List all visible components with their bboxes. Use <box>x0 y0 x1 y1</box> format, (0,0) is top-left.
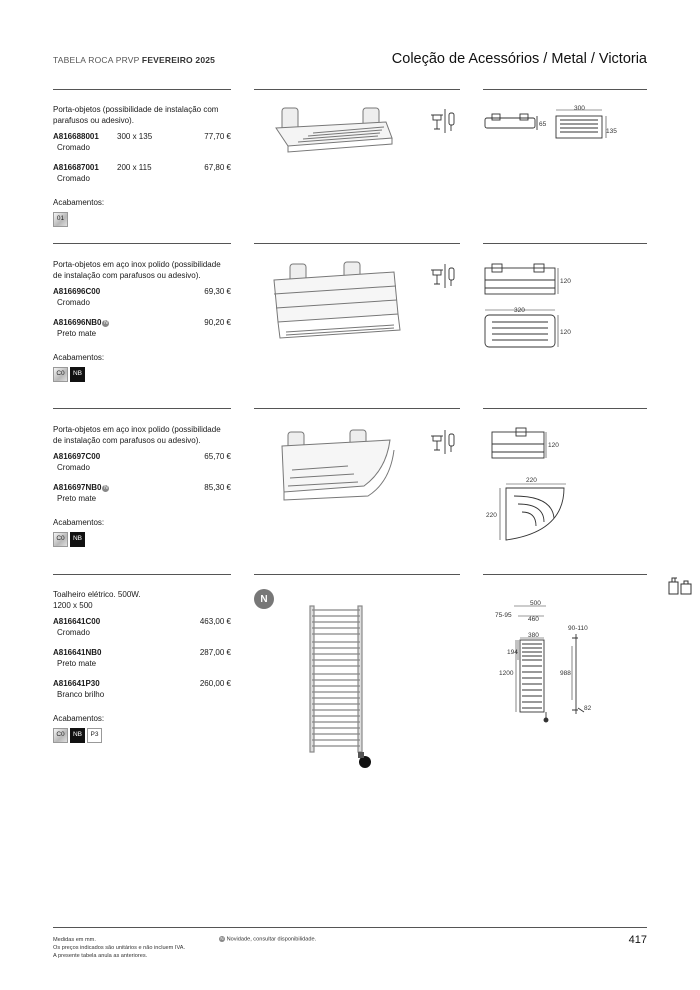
product-finish: Cromado <box>57 142 90 152</box>
finishes-label: Acabamentos: <box>53 353 105 362</box>
product-price: 69,30 € <box>204 287 231 296</box>
footer-note-2: Os preços indicados são unitários e não incluem IVA. <box>53 945 186 951</box>
swatch-c0: C0 <box>53 532 68 547</box>
mounting-options-icon <box>428 262 462 290</box>
divider <box>53 408 231 409</box>
new-marker-icon: N <box>220 936 224 941</box>
dim-label: 194 <box>507 649 518 656</box>
dim-label: 320 <box>514 307 525 314</box>
divider <box>483 408 647 409</box>
product-price: 67,80 € <box>204 163 231 172</box>
product-price: 463,00 € <box>199 617 231 626</box>
finishes-label: Acabamentos: <box>53 518 105 527</box>
product-row <box>53 617 231 628</box>
product-dims: 300 x 135 <box>117 132 153 141</box>
dim-label: 220 <box>486 512 497 519</box>
product-row <box>53 318 231 329</box>
product-dims: 200 x 115 <box>117 163 152 172</box>
product-code: A816696C00 <box>53 287 101 296</box>
product-code: A816688001 <box>53 132 99 141</box>
product-price: 77,70 € <box>204 132 231 141</box>
finish-swatches <box>53 212 231 227</box>
dim-label: 460 <box>528 616 539 623</box>
dim-label: 135 <box>606 128 617 135</box>
swatch-nb: NB <box>70 728 85 743</box>
dim-label: 300 <box>574 105 585 112</box>
product-finish: Cromado <box>57 173 90 183</box>
divider <box>254 89 460 90</box>
divider <box>254 574 460 575</box>
product-row <box>53 287 231 298</box>
product-price: 260,00 € <box>199 679 231 688</box>
finish-swatches <box>53 367 231 382</box>
divider <box>254 408 460 409</box>
product-section-1 <box>53 105 231 227</box>
product-section-3 <box>53 425 231 547</box>
divider <box>53 89 231 90</box>
technical-drawing-3 <box>480 422 590 550</box>
header-prefix: TABELA ROCA PRVP <box>53 55 140 65</box>
finish-swatches <box>53 532 231 547</box>
dim-label: 220 <box>526 477 537 484</box>
dim-label: 1200 <box>499 670 514 677</box>
product-finish: Preto mate <box>57 493 97 503</box>
product-section-2 <box>53 260 231 382</box>
product-code: A816697NB0 <box>53 483 102 492</box>
divider <box>53 574 231 575</box>
product-finish: Cromado <box>57 297 90 307</box>
page-number: 417 <box>628 934 647 946</box>
product-description: Porta-objetos em aço inox polido (possibilidade de instalação com parafusos ou adesivo). <box>53 260 221 280</box>
swatch-nb: NB <box>70 532 85 547</box>
product-code: A816696NB0 <box>53 318 102 327</box>
dim-label: 90-110 <box>568 625 588 632</box>
footer-divider <box>53 927 647 928</box>
product-price: 65,70 € <box>204 452 231 461</box>
divider <box>483 574 647 575</box>
product-finish: Preto mate <box>57 658 97 668</box>
header-edition <box>53 55 215 65</box>
product-code: A816687001 <box>53 163 99 172</box>
technical-drawing-1 <box>480 102 650 142</box>
swatch-01: 01 <box>53 212 68 227</box>
technical-drawing-4 <box>488 596 608 726</box>
product-section-4 <box>53 590 231 743</box>
product-photo-corner-basket-3 <box>278 426 402 506</box>
footer-notes <box>53 936 185 960</box>
new-marker-icon: N <box>104 484 108 491</box>
product-description: Porta-objetos em aço inox polido (possibilidade de instalação com parafusos ou adesivo). <box>53 425 221 445</box>
mounting-options-icon <box>428 428 462 456</box>
divider <box>483 89 647 90</box>
dim-label: 380 <box>528 632 539 639</box>
product-row <box>53 679 231 690</box>
swatch-p3: P3 <box>87 728 102 743</box>
product-row <box>53 132 231 143</box>
swatch-c0: C0 <box>53 728 68 743</box>
product-price: 90,20 € <box>204 318 231 327</box>
product-row <box>53 483 231 494</box>
dim-label: 500 <box>530 600 541 607</box>
footer-note-3: A presente tabela anula as anteriores. <box>53 953 148 959</box>
product-finish: Preto mate <box>57 328 97 338</box>
product-code: A816641P30 <box>53 679 100 688</box>
header-date: FEVEREIRO 2025 <box>141 55 216 65</box>
dim-label: 65 <box>539 121 547 128</box>
divider <box>254 243 460 244</box>
dim-label: 75-95 <box>495 612 512 619</box>
finish-swatches <box>53 728 231 743</box>
divider <box>483 243 647 244</box>
product-photo-soap-basket-1 <box>268 100 398 160</box>
product-finish: Cromado <box>57 462 90 472</box>
new-marker-icon: N <box>104 319 108 326</box>
product-price: 287,00 € <box>199 648 231 657</box>
product-description: Toalheiro elétrico. 500W. <box>53 590 141 599</box>
product-code: A816641C00 <box>53 617 101 626</box>
finishes-label: Acabamentos: <box>53 198 105 207</box>
product-code: A816697C00 <box>53 452 101 461</box>
product-size: 1200 x 500 <box>53 600 93 610</box>
dim-label: 82 <box>584 705 592 712</box>
dim-label: 988 <box>560 670 571 677</box>
page-title: Coleção de Acessórios / Metal / Victoria <box>391 51 647 67</box>
swatch-c0: C0 <box>53 367 68 382</box>
new-note-text: Novidade, consultar disponibilidade. <box>226 936 317 943</box>
product-row <box>53 163 231 174</box>
divider <box>53 243 231 244</box>
product-photo-towel-warmer <box>300 600 380 775</box>
dim-label: 120 <box>560 329 571 336</box>
footer-note-1: Medidas em mm. <box>53 937 96 943</box>
new-badge: N <box>254 589 274 609</box>
dim-label: 120 <box>560 278 571 285</box>
product-finish: Cromado <box>57 627 90 637</box>
product-photo-shower-basket-2 <box>266 258 406 344</box>
product-code: A816641NB0 <box>53 648 102 657</box>
finishes-label: Acabamentos: <box>53 714 105 723</box>
product-row <box>53 648 231 659</box>
technical-drawing-2 <box>480 258 590 354</box>
product-description: Porta-objetos (possibilidade de instalação com parafusos ou adesivo). <box>53 105 219 125</box>
product-finish: Branco brilho <box>57 689 105 699</box>
mounting-options-icon <box>428 107 462 135</box>
swatch-nb: NB <box>70 367 85 382</box>
bathroom-accessories-icon <box>667 574 693 596</box>
product-row <box>53 452 231 463</box>
product-price: 85,30 € <box>204 483 231 492</box>
dim-label: 120 <box>548 442 559 449</box>
footer-new-note <box>218 936 316 942</box>
